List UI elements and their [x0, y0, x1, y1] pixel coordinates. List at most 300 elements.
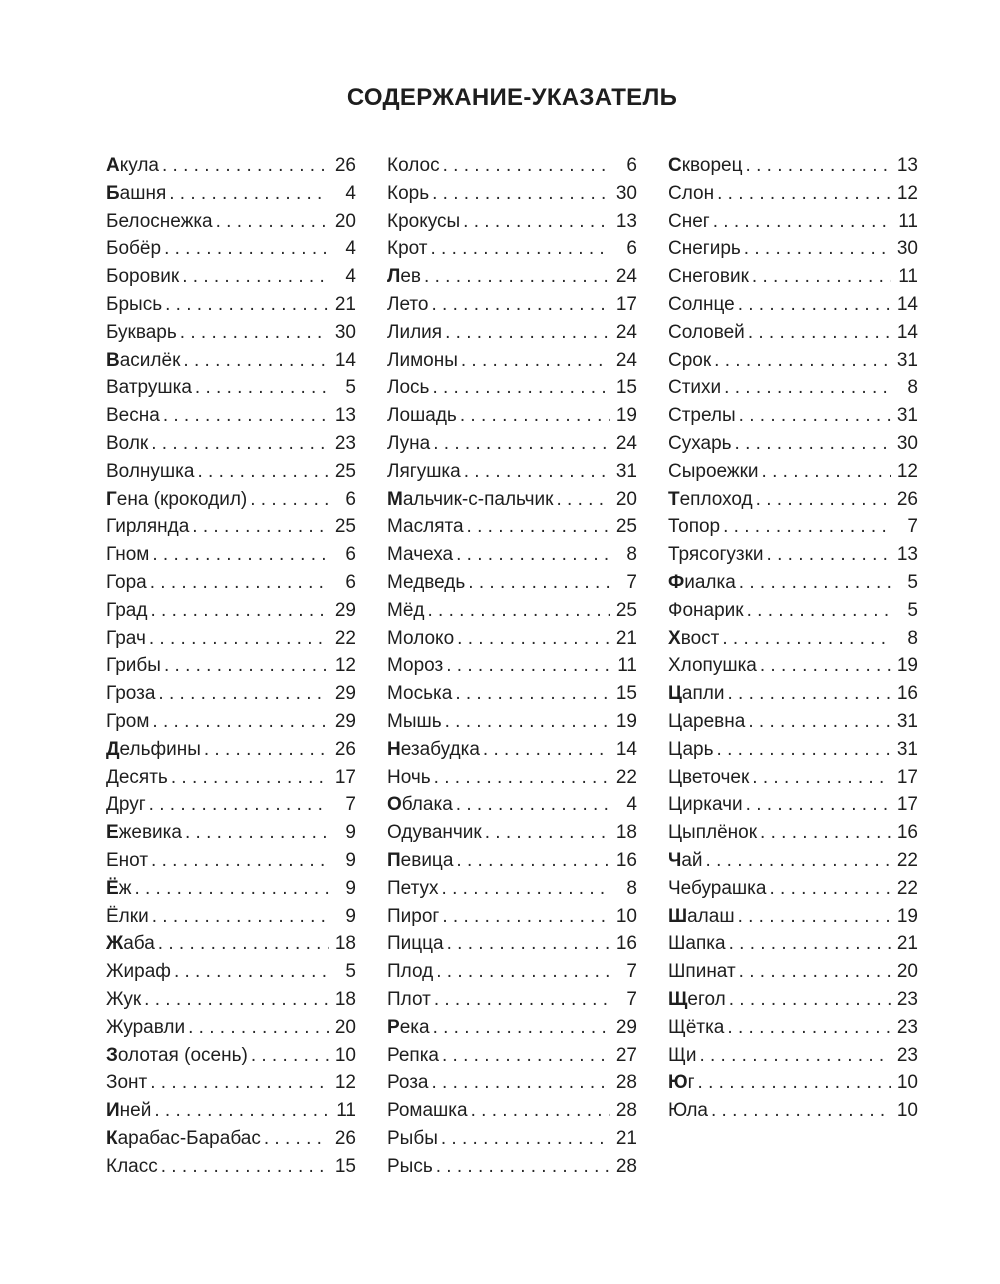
- entry-word-rest: Цыплёнок: [668, 822, 758, 844]
- entry-word-rest: Щи: [668, 1044, 697, 1066]
- entry-word-rest: Снегирь: [668, 238, 741, 260]
- entry-word-rest: Ночь: [387, 766, 431, 788]
- dot-leader: [151, 847, 329, 875]
- entry-page-number: 22: [615, 766, 637, 788]
- dot-leader: [188, 1014, 329, 1042]
- entry-page-number: 26: [334, 155, 356, 176]
- entry-word-rest: Гора: [106, 571, 147, 593]
- index-entry: [106, 930, 356, 958]
- index-entry: [387, 513, 637, 541]
- entry-word-rest: Одуванчик: [387, 822, 482, 844]
- entry-word: [106, 1069, 147, 1097]
- dot-leader: [443, 152, 610, 180]
- entry-page-number: 13: [615, 210, 637, 232]
- dot-leader: [144, 986, 329, 1014]
- entry-word-rest: Корь: [387, 182, 430, 204]
- entry-word: [106, 291, 162, 319]
- index-entry: [387, 1042, 637, 1070]
- entry-initial-letter: Н: [387, 738, 401, 760]
- entry-word-rest: Срок: [668, 349, 712, 371]
- entry-word-rest: Мачеха: [387, 544, 454, 566]
- index-entry: [387, 208, 637, 236]
- index-entry: [106, 597, 356, 625]
- entry-page-number: 10: [615, 905, 637, 927]
- dot-leader: [746, 791, 891, 819]
- entry-page-number: 16: [615, 849, 637, 871]
- entry-word-rest: Колос: [387, 155, 440, 176]
- dot-leader: [152, 541, 329, 569]
- entry-word: [387, 291, 428, 319]
- index-entry: [387, 486, 637, 514]
- index-entry: [387, 541, 637, 569]
- entry-word-rest: Соловей: [668, 321, 745, 343]
- index-entry: [387, 1153, 637, 1181]
- index-entry: [668, 875, 918, 903]
- index-entry: [106, 903, 356, 931]
- dot-leader: [556, 486, 610, 514]
- dot-leader: [169, 180, 329, 208]
- entry-word: [106, 1014, 185, 1042]
- entry-word: [668, 597, 744, 625]
- entry-word: [106, 402, 160, 430]
- index-entry: [387, 791, 637, 819]
- entry-page-number: 4: [626, 794, 637, 816]
- index-entry: [668, 930, 918, 958]
- index-entry: [387, 708, 637, 736]
- entry-word-rest: олотая (осень): [117, 1044, 248, 1066]
- entry-word-rest: ж: [118, 877, 132, 899]
- entry-word: [106, 263, 179, 291]
- entry-word: [387, 597, 424, 625]
- entry-word: [668, 958, 736, 986]
- index-entry: [668, 458, 918, 486]
- entry-page-number: 19: [896, 905, 918, 927]
- entry-word: [668, 208, 710, 236]
- entry-word: [668, 541, 764, 569]
- dot-leader: [431, 1069, 610, 1097]
- entry-page-number: 22: [896, 877, 918, 899]
- index-entry: [387, 625, 637, 653]
- entry-word-rest: Лето: [387, 293, 429, 315]
- entry-page-number: 11: [617, 655, 637, 677]
- entry-page-number: 11: [336, 1100, 356, 1122]
- index-entry: [106, 486, 356, 514]
- entry-word-rest: Зонт: [106, 1072, 148, 1094]
- entry-word-rest: Юла: [668, 1100, 708, 1122]
- entry-word: [387, 1125, 438, 1153]
- entry-word-rest: егол: [687, 988, 726, 1010]
- entry-page-number: 21: [334, 293, 356, 315]
- dot-leader: [251, 1042, 329, 1070]
- entry-word: [387, 652, 443, 680]
- dot-leader: [149, 625, 329, 653]
- index-entry: [106, 152, 356, 180]
- entry-page-number: 11: [898, 266, 918, 288]
- index-entry: [668, 847, 918, 875]
- entry-page-number: 25: [615, 516, 637, 538]
- entry-word: [387, 764, 431, 792]
- dot-leader: [152, 903, 329, 931]
- index-entry: [387, 958, 637, 986]
- entry-word: [668, 513, 720, 541]
- dot-leader: [760, 819, 891, 847]
- index-entry: [387, 986, 637, 1014]
- entry-word-rest: асилёк: [119, 349, 181, 371]
- dot-leader: [485, 819, 610, 847]
- index-entry: [106, 458, 356, 486]
- entry-word-rest: Ромашка: [387, 1100, 468, 1122]
- entry-word-rest: Лошадь: [387, 405, 457, 427]
- entry-word: [106, 569, 147, 597]
- index-entry: [387, 875, 637, 903]
- entry-word: [668, 764, 749, 792]
- entry-word: [106, 1097, 151, 1125]
- index-entry: [387, 764, 637, 792]
- entry-initial-letter: Б: [106, 182, 120, 204]
- entry-page-number: 6: [345, 488, 356, 510]
- dot-leader: [744, 235, 891, 263]
- entry-word: [668, 986, 726, 1014]
- entry-word-rest: Лилия: [387, 321, 443, 343]
- entry-word: [106, 180, 166, 208]
- entry-page-number: 14: [615, 738, 637, 760]
- entry-initial-letter: Ф: [668, 571, 685, 593]
- entry-initial-letter: Х: [668, 627, 681, 649]
- index-entry: [387, 736, 637, 764]
- entry-word: [106, 736, 201, 764]
- entry-word: [106, 1042, 248, 1070]
- entry-word-rest: езабудка: [400, 738, 480, 760]
- dot-leader: [154, 1097, 329, 1125]
- entry-page-number: 31: [896, 349, 918, 371]
- entry-word-rest: Рысь: [387, 1155, 433, 1177]
- dot-leader: [204, 736, 329, 764]
- entry-page-number: 23: [896, 1044, 918, 1066]
- dot-leader: [461, 347, 610, 375]
- entry-word: [106, 791, 146, 819]
- entry-word: [106, 1125, 261, 1153]
- dot-leader: [767, 541, 891, 569]
- entry-page-number: 23: [334, 432, 356, 454]
- dot-leader: [436, 958, 610, 986]
- index-entry: [106, 986, 356, 1014]
- entry-word: [387, 347, 458, 375]
- dot-leader: [752, 764, 891, 792]
- index-entry: [106, 235, 356, 263]
- entry-page-number: 7: [345, 794, 356, 816]
- entry-page-number: 10: [334, 1044, 356, 1066]
- entry-page-number: 28: [615, 1100, 637, 1122]
- entry-page-number: 11: [898, 210, 918, 232]
- dot-leader: [442, 875, 610, 903]
- entry-page-number: 31: [615, 460, 637, 482]
- dot-leader: [739, 402, 891, 430]
- entry-word-rest: Жук: [106, 988, 142, 1010]
- entry-page-number: 17: [615, 293, 637, 315]
- index-entry: [668, 263, 918, 291]
- entry-word: [106, 458, 194, 486]
- index-entry: [668, 486, 918, 514]
- entry-page-number: 18: [334, 988, 356, 1010]
- entry-word-rest: Снеговик: [668, 266, 749, 288]
- dot-leader: [152, 708, 329, 736]
- entry-word-rest: Царь: [668, 738, 714, 760]
- entry-word: [387, 680, 452, 708]
- entry-page-number: 31: [896, 405, 918, 427]
- entry-word-rest: Гром: [106, 710, 150, 732]
- entry-word-rest: Роза: [387, 1072, 429, 1094]
- entry-word: [106, 819, 182, 847]
- dot-leader: [162, 152, 329, 180]
- index-entry: [387, 597, 637, 625]
- entry-page-number: 10: [896, 1100, 918, 1122]
- entry-page-number: 5: [345, 961, 356, 983]
- dot-leader: [706, 847, 891, 875]
- dot-leader: [735, 430, 891, 458]
- entry-word: [668, 458, 759, 486]
- entry-word-rest: Пицца: [387, 933, 444, 955]
- entry-word: [668, 347, 711, 375]
- index-entry: [106, 1153, 356, 1181]
- index-entry: [387, 402, 637, 430]
- index-entry: [668, 430, 918, 458]
- dot-leader: [150, 597, 329, 625]
- index-entry: [387, 347, 637, 375]
- entry-page-number: 8: [626, 544, 637, 566]
- entry-page-number: 18: [615, 822, 637, 844]
- entry-word: [668, 1042, 696, 1070]
- dot-leader: [748, 708, 891, 736]
- index-entry: [668, 680, 918, 708]
- entry-word-rest: Друг: [106, 794, 146, 816]
- index-entry: [668, 541, 918, 569]
- entry-word-rest: Жираф: [106, 961, 171, 983]
- entry-word: [387, 569, 465, 597]
- entry-initial-letter: Г: [106, 488, 117, 510]
- index-entry: [106, 652, 356, 680]
- entry-page-number: 24: [615, 321, 637, 343]
- dot-leader: [158, 680, 329, 708]
- entry-page-number: 4: [345, 182, 356, 204]
- dot-leader: [483, 736, 610, 764]
- index-entry: [668, 597, 918, 625]
- entry-word-rest: альчик-с-пальчик: [402, 488, 554, 510]
- dot-leader: [434, 986, 610, 1014]
- entry-word-rest: Щётка: [668, 1016, 725, 1038]
- entry-page-number: 7: [626, 961, 637, 983]
- entry-word-rest: Моська: [387, 683, 453, 705]
- entry-word-rest: жевика: [118, 822, 182, 844]
- index-entry: [668, 764, 918, 792]
- entry-word-rest: Лимоны: [387, 349, 458, 371]
- entry-word: [387, 319, 442, 347]
- entry-page-number: 8: [626, 877, 637, 899]
- entry-page-number: 8: [907, 627, 918, 649]
- dot-leader: [714, 347, 891, 375]
- entry-initial-letter: Л: [387, 266, 401, 288]
- entry-word: [387, 1097, 468, 1125]
- dot-leader: [738, 291, 891, 319]
- entry-word-rest: Снег: [668, 210, 710, 232]
- index-entry: [387, 263, 637, 291]
- index-entry: [106, 1014, 356, 1042]
- dot-leader: [464, 458, 610, 486]
- entry-word: [387, 903, 439, 931]
- entry-word-rest: Маслята: [387, 516, 464, 538]
- entry-word-rest: Лягушка: [387, 460, 461, 482]
- entry-word: [387, 930, 444, 958]
- entry-word-rest: Десять: [106, 766, 168, 788]
- entry-word: [106, 486, 247, 514]
- entry-word: [387, 263, 421, 291]
- entry-word: [106, 903, 149, 931]
- entry-initial-letter: Ч: [668, 849, 682, 871]
- index-entry: [106, 347, 356, 375]
- entry-word: [387, 541, 453, 569]
- entry-page-number: 7: [626, 988, 637, 1010]
- entry-word: [106, 208, 213, 236]
- entry-initial-letter: Ш: [668, 905, 688, 927]
- entry-page-number: 9: [345, 849, 356, 871]
- entry-page-number: 22: [334, 627, 356, 649]
- entry-word: [668, 1097, 708, 1125]
- entry-word: [387, 986, 431, 1014]
- entry-word-rest: Шапка: [668, 933, 726, 955]
- dot-leader: [748, 319, 891, 347]
- entry-page-number: 26: [334, 1127, 356, 1149]
- entry-word: [387, 736, 480, 764]
- entry-page-number: 19: [615, 710, 637, 732]
- entry-initial-letter: П: [387, 849, 401, 871]
- entry-word: [668, 736, 714, 764]
- index-entry: [387, 847, 637, 875]
- index-entry: [387, 291, 637, 319]
- dot-leader: [165, 291, 329, 319]
- entry-page-number: 17: [334, 766, 356, 788]
- index-entry: [387, 652, 637, 680]
- dot-leader: [746, 152, 891, 180]
- dot-leader: [441, 1125, 610, 1153]
- entry-page-number: 8: [907, 377, 918, 399]
- entry-word-rest: Стрелы: [668, 405, 736, 427]
- entry-page-number: 22: [896, 849, 918, 871]
- entry-word-rest: арабас-Барабас: [117, 1127, 261, 1149]
- entry-page-number: 25: [334, 516, 356, 538]
- dot-leader: [171, 764, 329, 792]
- entry-word: [106, 764, 168, 792]
- entry-page-number: 15: [334, 1155, 356, 1177]
- entry-page-number: 17: [896, 766, 918, 788]
- entry-word-rest: Мороз: [387, 655, 444, 677]
- entry-page-number: 27: [615, 1044, 637, 1066]
- entry-initial-letter: К: [106, 1127, 118, 1149]
- entry-page-number: 6: [345, 544, 356, 566]
- index-entry: [387, 1097, 637, 1125]
- entry-word: [106, 875, 131, 903]
- dot-leader: [727, 680, 891, 708]
- index-entry: [106, 569, 356, 597]
- entry-word-rest: Фонарик: [668, 599, 744, 621]
- dot-leader: [729, 930, 891, 958]
- index-entry: [668, 1042, 918, 1070]
- entry-page-number: 9: [345, 877, 356, 899]
- entry-word-rest: алаш: [687, 905, 735, 927]
- entry-word: [106, 152, 159, 180]
- entry-word-rest: Петух: [387, 877, 439, 899]
- entry-word-rest: Крот: [387, 238, 428, 260]
- index-entry: [106, 513, 356, 541]
- entry-page-number: 13: [896, 544, 918, 566]
- entry-page-number: 4: [345, 266, 356, 288]
- entry-word: [106, 847, 148, 875]
- dot-leader: [456, 847, 610, 875]
- entry-word: [387, 1153, 433, 1181]
- entry-word-rest: Белоснежка: [106, 210, 213, 232]
- entry-page-number: 19: [615, 405, 637, 427]
- entry-initial-letter: М: [387, 488, 403, 510]
- index-entry: [387, 152, 637, 180]
- entry-word-rest: Град: [106, 599, 148, 621]
- index-entry: [106, 208, 356, 236]
- entry-word-rest: Ватрушка: [106, 377, 192, 399]
- index-column-2: [387, 152, 637, 1180]
- entry-word-rest: Цветочек: [668, 766, 750, 788]
- entry-word: [387, 430, 430, 458]
- entry-word: [668, 625, 719, 653]
- entry-word: [668, 1014, 724, 1042]
- index-entry: [668, 1014, 918, 1042]
- dot-leader: [442, 1042, 610, 1070]
- dot-leader: [216, 208, 329, 236]
- entry-word: [668, 708, 745, 736]
- entry-word-rest: Грибы: [106, 655, 161, 677]
- entry-word: [106, 930, 155, 958]
- entry-initial-letter: О: [387, 794, 402, 816]
- entry-word-rest: ека: [399, 1016, 430, 1038]
- entry-word: [668, 263, 749, 291]
- entry-word: [668, 319, 745, 347]
- index-entry: [106, 1097, 356, 1125]
- entry-word-rest: Солнце: [668, 293, 735, 315]
- dot-leader: [447, 930, 610, 958]
- entry-word: [106, 374, 192, 402]
- dot-leader: [195, 374, 329, 402]
- index-entry: [387, 930, 637, 958]
- entry-word-rest: г: [687, 1072, 695, 1094]
- entry-word: [668, 847, 703, 875]
- index-entry: [387, 180, 637, 208]
- entry-word: [387, 958, 433, 986]
- index-entry: [668, 1069, 918, 1097]
- entry-word: [387, 402, 457, 430]
- index-entry: [668, 235, 918, 263]
- entry-word-rest: Мёд: [387, 599, 425, 621]
- index-entry: [387, 569, 637, 597]
- entry-page-number: 7: [626, 571, 637, 593]
- dot-leader: [446, 652, 610, 680]
- entry-word-rest: ена (крокодил): [116, 488, 248, 510]
- index-entry: [106, 875, 356, 903]
- dot-leader: [739, 569, 891, 597]
- entry-word: [387, 152, 440, 180]
- entry-page-number: 12: [896, 182, 918, 204]
- entry-page-number: 29: [334, 599, 356, 621]
- index-entry: [106, 680, 356, 708]
- dot-leader: [463, 208, 610, 236]
- entry-word: [668, 430, 732, 458]
- entry-initial-letter: Щ: [668, 988, 688, 1010]
- index-entry: [668, 986, 918, 1014]
